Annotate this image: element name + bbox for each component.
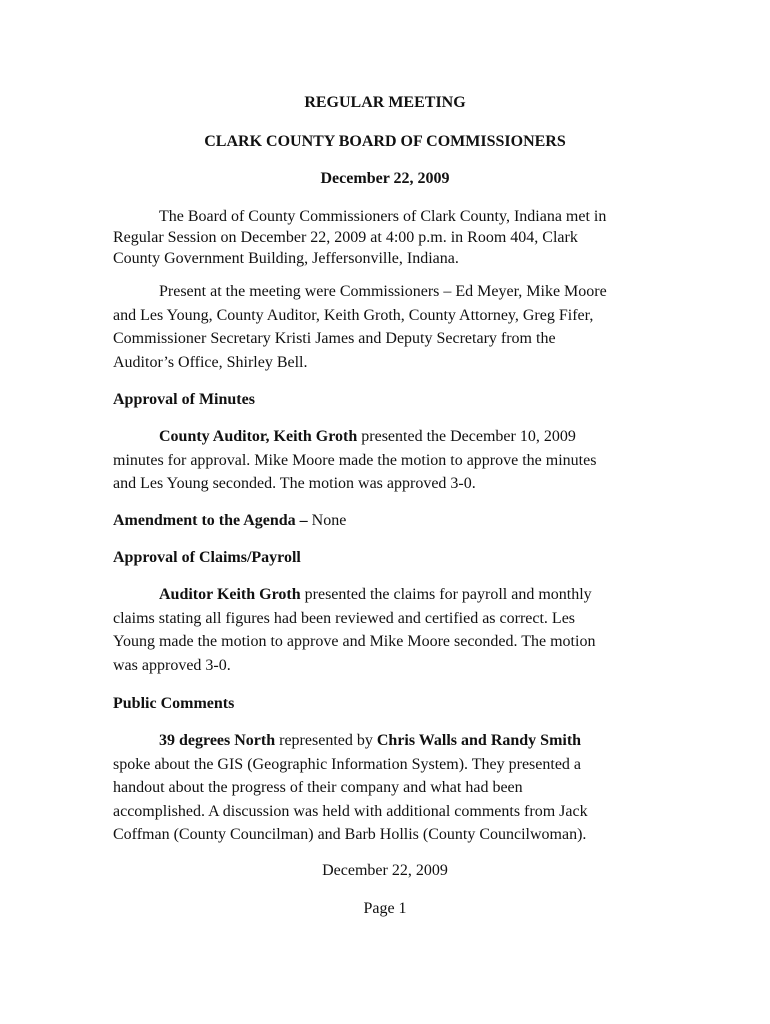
attendance-line: Commissioner Secretary Kristi James and Deputy Secretary from the	[113, 330, 556, 347]
intro-line: The Board of County Commissioners of Clark County, Indiana met in	[159, 208, 607, 225]
public-comments-paragraph	[113, 729, 658, 847]
attendance-line: and Les Young, County Auditor, Keith Groth, County Attorney, Greg Fifer,	[113, 306, 594, 324]
minutes-line	[113, 425, 658, 449]
claims-line	[113, 583, 658, 607]
minutes-line: and Les Young seconded. The motion was approved 3-0.	[113, 475, 476, 492]
amendment-heading	[113, 511, 346, 531]
meeting-type-title: REGULAR MEETING	[304, 94, 466, 111]
board-title: CLARK COUNTY BOARD OF COMMISSIONERS	[204, 133, 566, 150]
comments-line: spoke about the GIS (Geographic Information System). They presented a	[113, 755, 582, 773]
auditor-name: Auditor Keith Groth	[159, 586, 301, 603]
minutes-line: minutes for approval. Mike Moore made the motion to approve the minutes	[113, 451, 597, 469]
attendance-line: Auditor’s Office, Shirley Bell.	[113, 353, 308, 371]
attendance-paragraph	[113, 280, 658, 374]
intro-paragraph	[113, 206, 658, 269]
auditor-name: County Auditor, Keith Groth	[159, 428, 358, 445]
intro-line: County Government Building, Jeffersonville, Indiana.	[113, 250, 459, 267]
amendment-value: None	[307, 512, 347, 529]
comments-line: accomplished. A discussion was held with additional comments from Jack	[113, 802, 588, 820]
attendance-line: Present at the meeting were Commissioners – Ed Meyer, Mike Moore	[159, 283, 607, 300]
minutes-text: presented the December 10, 2009	[357, 428, 576, 445]
claims-line: Young made the motion to approve and Mike Moore seconded. The motion	[113, 633, 596, 650]
comments-text: represented by	[275, 732, 377, 749]
footer-date: December 22, 2009	[322, 862, 448, 879]
intro-line: Regular Session on December 22, 2009 at 4:00 p.m. in Room 404, Clark	[113, 229, 578, 246]
approval-minutes-heading: Approval of Minutes	[113, 391, 255, 408]
public-comments-heading: Public Comments	[113, 695, 235, 712]
approval-minutes-paragraph	[113, 425, 658, 496]
company-name: 39 degrees North	[159, 732, 276, 749]
comments-line: Coffman (County Councilman) and Barb Hollis (County Councilwoman).	[113, 826, 587, 843]
representative-names: Chris Walls and Randy Smith	[376, 732, 582, 749]
claims-paragraph	[113, 583, 658, 677]
claims-line: claims stating all figures had been reviewed and certified as correct. Les	[113, 609, 576, 627]
claims-text: presented the claims for payroll and monthly	[300, 586, 592, 603]
comments-line	[113, 729, 658, 753]
amendment-label: Amendment to the Agenda –	[113, 512, 308, 529]
meeting-date: December 22, 2009	[320, 170, 450, 187]
page-number: Page 1	[363, 900, 407, 917]
comments-line: handout about the progress of their company and what had been	[113, 779, 523, 796]
claims-heading: Approval of Claims/Payroll	[113, 549, 301, 566]
claims-line: was approved 3-0.	[113, 656, 231, 674]
